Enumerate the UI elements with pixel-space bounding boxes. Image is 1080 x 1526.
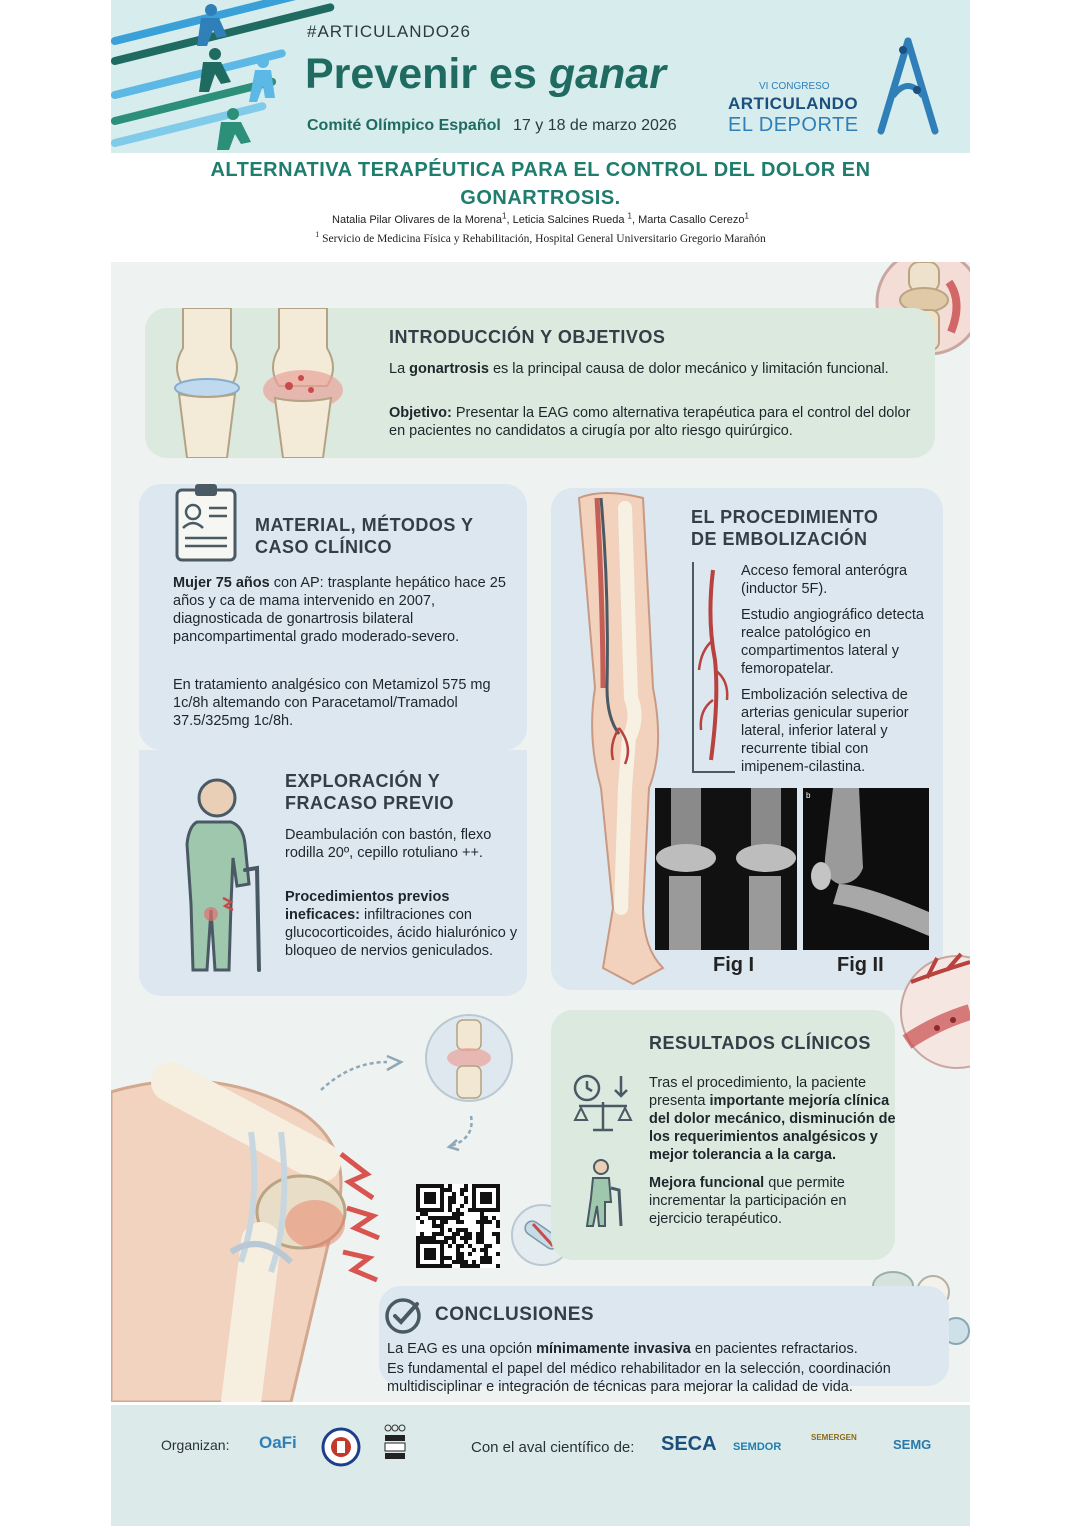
procedure-step-2: Estudio angiográfico detecta realce patológico en compartimentos lateral y femoropatelar. [741,607,924,677]
semergen-logo: SEMERGEN [811,1433,857,1442]
author-2: Leticia Salcines Rueda [512,214,625,226]
footer [111,1405,970,1526]
organizer-name: Comité Olímpico Español [307,117,501,134]
athlete-silhouettes-icon [171,2,291,152]
walking-person-icon [575,1158,631,1228]
event-dates: 17 y 18 de marzo 2026 [513,117,677,134]
fig-2-label: Fig II [837,954,884,976]
banner-title-italic: ganar [548,50,666,98]
clock-scale-icon [569,1072,637,1134]
knee-joints-illustration [161,308,351,458]
clipboard-icon [173,484,243,564]
scientific-endorsement-label: Con el aval científico de: [471,1439,635,1456]
affiliation-text: Servicio de Medicina Física y Rehabilitación, Hospital General Universitario Gregorio Marañón [322,233,766,245]
procedure-step-3: Embolización selectiva de arterias genicular superior lateral, inferior lateral y recurrente tibial con imipenem-cilastina. [741,687,909,775]
xray-fig-1-image [655,788,797,950]
methods-paragraph-2: En tratamiento analgésico con Metamizol 575 mg 1c/8h altemando con Paracetamol/Tramadol 37.5/325mg 1c/8h. [173,677,491,729]
seca-logo: SECA [661,1433,717,1455]
curved-arrow-icon [441,1114,481,1154]
intro-paragraph-1: La gonartrosis es la principal causa de dolor mecánico y limitación funcional. [389,361,889,377]
exploration-paragraph-2: Procedimientos previos ineficaces: infiltraciones con glucocorticoides, ácido hialurónico y bloqueo de nervios geniculados. [285,889,518,959]
conclusions-paragraph-2: Es fundamental el papel del médico rehabilitador en la selección, coordinación multidisciplinar e integración de técnicas para mejorar la calidad de vida. [387,1361,891,1395]
conclusions-paragraph-1: La EAG es una opción mínimamente invasiva en pacientes refractarios. [387,1341,858,1357]
poster-title [111,156,970,212]
intro-paragraph-2: Objetivo: Presentar la EAG como alternativa terapéutica para el control del dolor en pacientes no candidatos a cirugía por alto riesgo quirúrgico. [389,405,911,439]
xray-fig-2-image [803,788,929,950]
affiliation-line: $^1$ Servicio de Medicina Física y Rehabilitación, Hospital General Universitario Gregorio Marañón [315,230,766,245]
results-paragraph-2: Mejora funcional que permite incrementar la participación en ejercicio terapéutico. [649,1175,847,1227]
results-paragraph-1: Tras el procedimiento, la paciente presenta importante mejoría clínica del dolor mecánico, disminución de los requerimientos analgésicos y mejor tolerancia a la carga. [649,1075,896,1163]
results-heading: RESULTADOS CLÍNICOS [649,1033,871,1053]
semg-logo: SEMG [893,1437,932,1452]
header-banner [111,0,970,153]
congress-name-line2: EL DEPORTE [728,114,859,136]
banner-title-plain: Prevenir es [305,50,549,98]
congress-name-line1: ARTICULANDO [728,94,859,113]
methods-heading: MATERIAL, MÉTODOS Y CASO CLÍNICO [255,515,474,557]
organizers-label: Organizan: [161,1437,230,1453]
qr-code-image[interactable] [416,1184,500,1268]
hashtag: #ARTICULANDO26 [307,22,471,41]
congress-a-logo-icon [873,36,943,136]
small-knee-circle-illustration [423,1012,515,1104]
intro-heading: INTRODUCCIÓN Y OBJETIVOS [389,327,666,347]
procedure-heading: EL PROCEDIMIENTO DE EMBOLIZACIÓN [691,507,879,549]
author-1: Natalia Pilar Olivares de la Morena [332,214,502,226]
olympic-committee-logo-icon [383,1423,407,1471]
poster-title-line1: ALTERNATIVA TERAPÉUTICA PARA EL CONTROL DEL DOLOR EN [210,159,871,181]
oafi-logo: OaFi [259,1433,297,1452]
conclusions-heading: CONCLUSIONES [435,1304,595,1325]
infographic [111,262,970,1402]
federation-badge-icon [321,1427,361,1467]
fig-1-label: Fig I [713,954,755,976]
congress-edition: VI CONGRESO [759,81,830,92]
semdor-logo: SEMDOR [733,1441,782,1453]
exploration-paragraph-1: Deambulación con bastón, flexo rodilla 20º, cepillo rotuliano ++. [285,827,492,861]
authors-line: Natalia Pilar Olivares de la Morena$^1$, Leticia Salcines Rueda $^1$, Marta Casallo Cerezo$^1$ [332,211,749,226]
procedure-step-1: Acceso femoral anterógra (inductor 5F). [741,563,908,597]
blood-vessel-circle-illustration [897,952,970,1072]
poster-title-line2: GONARTROSIS. [460,187,621,209]
methods-paragraph-1: Mujer 75 años con AP: trasplante hepático hace 25 años y ca de mama intervenido en 2007, diagnosticada de gonartrosis bilateral pancompartimental grado moderado-severo. [173,575,506,645]
check-circle-icon [383,1296,423,1336]
author-3: Marta Casallo Cerezo [638,214,745,226]
elderly-with-cane-icon [167,774,277,974]
exploration-heading: EXPLORACIÓN Y FRACASO PREVIO [285,771,455,813]
xray-fig-2-corner-label: b [806,791,811,800]
banner-title [305,50,666,99]
artery-branches-illustration [689,560,737,774]
